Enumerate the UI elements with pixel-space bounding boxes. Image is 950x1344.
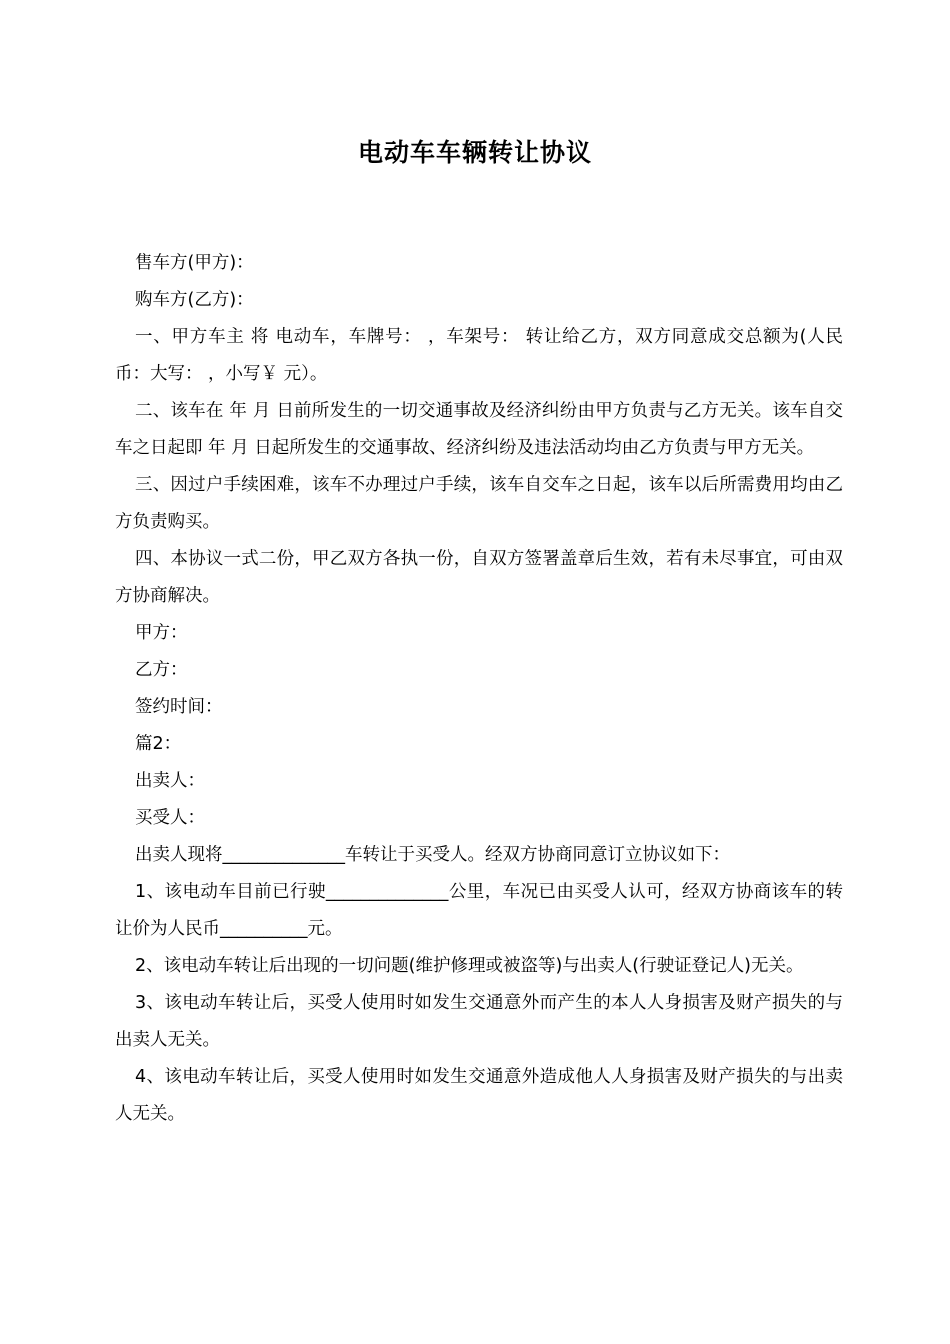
party-a-signature-line: 甲方：	[135, 623, 188, 643]
seller-line: 出卖人：	[135, 771, 205, 791]
signing-date-line: 签约时间：	[135, 697, 223, 717]
section-heading: 篇2：	[135, 734, 182, 754]
intro-paragraph: 出卖人现将______________车转让于买受人。经双方协商同意订立协议如下：	[135, 845, 730, 865]
clause-4: 四、本协议一式二份，甲乙双方各执一份，自双方签署盖章后生效，若有未尽事宜，可由双方协商解决。	[115, 549, 843, 606]
article-4: 4、该电动车转让后，买受人使用时如发生交通意外造成他人人身损害及财产损失的与出卖人无关。	[115, 1067, 843, 1124]
buyer-party-line: 购车方(乙方)：	[135, 290, 254, 310]
clause-1: 一、甲方车主 将 电动车，车牌号： ，车架号： 转让给乙方，双方同意成交总额为(人民币：大写： ，小写￥ 元）。	[115, 327, 843, 384]
purchaser-line: 买受人：	[135, 808, 205, 828]
seller-party-line: 售车方(甲方)：	[135, 253, 254, 273]
document-body	[115, 245, 843, 1133]
article-1: 1、该电动车目前已行驶______________公里，车况已由买受人认可，经双方协商该车的转让价为人民币__________元。	[115, 882, 843, 939]
page-title: 电动车车辆转让协议	[357, 138, 592, 167]
article-2: 2、该电动车转让后出现的一切问题(维护修理或被盗等)与出卖人(行驶证登记人)无关。	[135, 956, 804, 976]
clause-3: 三、因过户手续困难，该车不办理过户手续，该车自交车之日起，该车以后所需费用均由乙方负责购买。	[115, 475, 843, 532]
article-3: 3、该电动车转让后，买受人使用时如发生交通意外而产生的本人人身损害及财产损失的与出卖人无关。	[115, 993, 843, 1050]
clause-2: 二、该车在 年 月 日前所发生的一切交通事故及经济纠纷由甲方负责与乙方无关。该车自交车之日起即 年 月 日起所发生的交通事故、经济纠纷及违法活动均由乙方负责与甲方无关。	[115, 401, 843, 458]
party-b-signature-line: 乙方：	[135, 660, 188, 680]
